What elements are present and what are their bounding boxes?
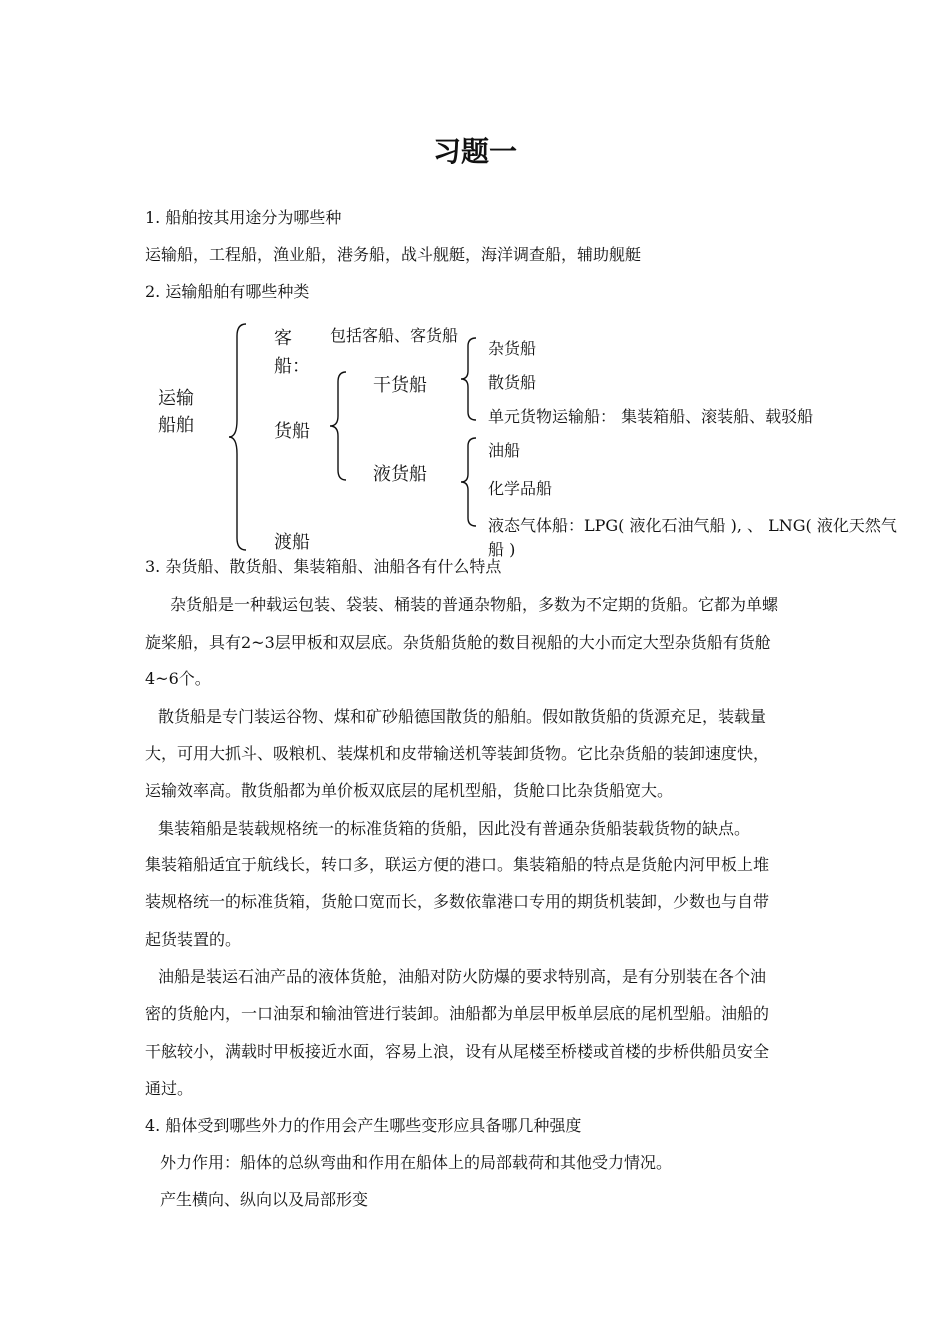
dry-item: 散货船	[488, 373, 537, 392]
diagram-dry-cargo: 干货船	[373, 375, 427, 396]
dry-item: 单元货物运输船： 集装箱船、滚装船、载驳船	[488, 407, 814, 426]
diagram-passenger-line2: 船：	[274, 356, 310, 377]
diagram-liquid-cargo: 液货船	[373, 464, 427, 485]
question-4: 4. 船体受到哪些外力的作用会产生哪些变形应具备哪几种强度	[145, 1116, 582, 1135]
liquid-item: 化学品船	[488, 479, 553, 498]
answer-3-line: 大，可用大抓斗、吸粮机、装煤机和皮带输送机等装卸货物。它比杂货船的装卸速度快，	[145, 744, 770, 763]
question-1: 1. 船舶按其用途分为哪些种	[145, 208, 342, 227]
dry-item: 杂货船	[488, 339, 537, 358]
diagram-root-line2: 船舶	[158, 415, 194, 436]
liquid-cargo-brace	[456, 436, 480, 528]
question-3: 3. 杂货船、散货船、集装箱船、油船各有什么特点	[145, 557, 502, 576]
diagram-root-line1: 运输	[158, 388, 194, 409]
answer-3-line: 装规格统一的标准货箱，货舱口宽而长，多数依靠港口专用的期货机装卸，少数也与自带	[145, 892, 770, 911]
diagram-passenger-desc: 包括客船、客货船	[330, 326, 459, 345]
diagram-ferry: 渡船	[274, 532, 310, 553]
page-title: 习题一	[432, 135, 517, 168]
diagram-passenger-line1: 客	[274, 328, 292, 349]
question-2: 2. 运输船舶有哪些种类	[145, 282, 310, 301]
answer-4-line: 外力作用：船体的总纵弯曲和作用在船体上的局部载荷和其他受力情况。	[160, 1153, 673, 1172]
answer-1: 运输船，工程船，渔业船，港务船，战斗舰艇，海洋调查船，辅助舰艇	[145, 245, 642, 264]
cargo-brace	[326, 370, 350, 482]
liquid-item-wrap: 船 )	[488, 540, 516, 559]
answer-3-line: 干舷较小，满载时甲板接近水面，容易上浪，设有从尾楼至桥楼或首楼的步桥供船员安全	[145, 1042, 770, 1061]
liquid-item: 液态气体船：LPG( 液化石油气船 ), 、 LNG( 液化天然气	[488, 516, 897, 535]
answer-3-line: 油船是装运石油产品的液体货舱，油船对防火防爆的要求特别高，是有分别装在各个油	[158, 967, 767, 986]
answer-3-line: 集装箱船适宜于航线长，转口多，联运方便的港口。集装箱船的特点是货舱内河甲板上堆	[145, 855, 770, 874]
answer-3-line: 通过。	[145, 1079, 194, 1098]
answer-3-line: 起货装置的。	[145, 930, 242, 949]
answer-4-line: 产生横向、纵向以及局部形变	[160, 1190, 369, 1209]
answer-3-line: 运输效率高。散货船都为单价板双底层的尾机型船，货舱口比杂货船宽大。	[145, 781, 674, 800]
answer-3-line: 4~6个。	[145, 669, 211, 688]
diagram-cargo: 货船	[274, 421, 310, 442]
answer-3-line: 集装箱船是装载规格统一的标准货箱的货船，因此没有普通杂货船装载货物的缺点。	[158, 819, 751, 838]
answer-3-line: 杂货船是一种载运包装、袋装、桶装的普通杂物船，多数为不定期的货船。它都为单螺	[170, 595, 779, 614]
root-brace	[226, 322, 250, 552]
answer-3-line: 旋桨船，具有2~3层甲板和双层底。杂货船货舱的数目视船的大小而定大型杂货船有货舱	[145, 633, 771, 652]
liquid-item: 油船	[488, 441, 521, 460]
dry-cargo-brace	[456, 336, 480, 422]
answer-3-line: 密的货舱内，一口油泵和输油管进行装卸。油船都为单层甲板单层底的尾机型船。油船的	[145, 1004, 770, 1023]
answer-3-line: 散货船是专门装运谷物、煤和矿砂船德国散货的船舶。假如散货船的货源充足，装载量	[158, 707, 767, 726]
